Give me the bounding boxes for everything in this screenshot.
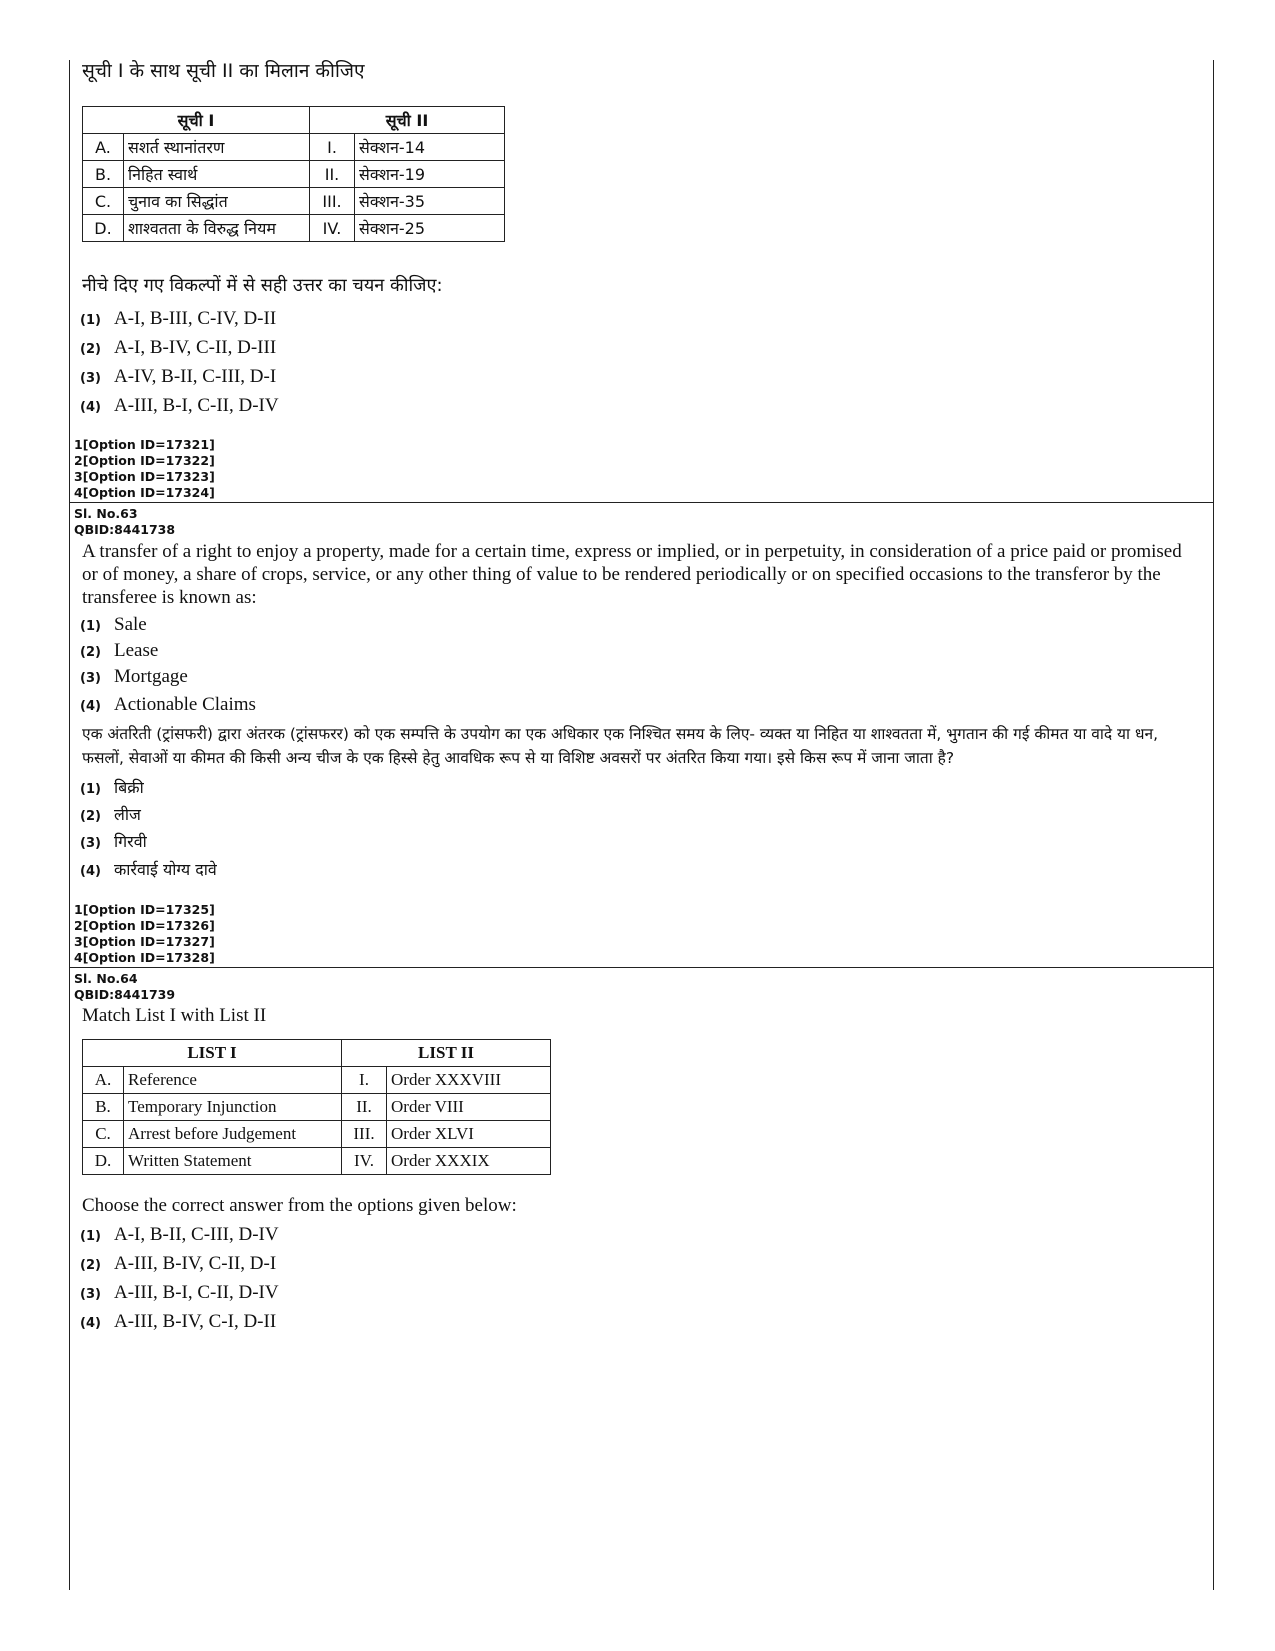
q62-option-2[interactable]: (2) A-I, B-IV, C-II, D-III	[80, 337, 277, 358]
list2-item: सेक्शन-25	[355, 215, 505, 242]
table-row	[83, 215, 505, 242]
q63-option-hi-3[interactable]: (3) गिरवी	[80, 832, 147, 851]
q64-option-1[interactable]: (1) A-I, B-II, C-III, D-IV	[80, 1224, 279, 1245]
row-letter: D.	[83, 215, 124, 242]
row-roman: II.	[310, 161, 355, 188]
q64-prompt: Choose the correct answer from the options given below:	[82, 1195, 517, 1216]
table-row	[83, 161, 505, 188]
row-letter: A.	[83, 1067, 124, 1094]
list2-item: सेक्शन-35	[355, 188, 505, 215]
list2-header: सूची II	[310, 107, 505, 134]
q62-match-table	[82, 106, 505, 242]
list2-item: सेक्शन-14	[355, 134, 505, 161]
row-letter: B.	[83, 161, 124, 188]
q62-stem: सूची I के साथ सूची II का मिलान कीजिए	[82, 60, 365, 82]
list1-item: Arrest before Judgement	[124, 1121, 342, 1148]
table-row	[83, 1148, 551, 1175]
list1-item: Written Statement	[124, 1148, 342, 1175]
list2-item: Order XXXIX	[387, 1148, 551, 1175]
table-row	[83, 1121, 551, 1148]
row-roman: I.	[310, 134, 355, 161]
q64-qbid: QBID:8441739	[74, 987, 176, 1002]
q63-stem-hi: एक अंतरिती (ट्रांसफरी) द्वारा अंतरक (ट्रांसफरर) को एक सम्पत्ति के उपयोग का एक अधिकार एक निश्चित समय के लिए- व्यक्त या निहित या शाश्वतता में, भुगतान की गई कीमत या वादे या धन, फसलों, सेवाओं या कीमत की किसी अन्य चीज के एक हिस्से हेतु आवधिक रूप से या विशिष्ट अवसरों पर अंतरित किया गया। इसे किस रूप में जाना जाता है?	[82, 725, 1159, 767]
row-letter: D.	[83, 1148, 124, 1175]
row-roman: IV.	[342, 1148, 387, 1175]
list2-header: LIST II	[342, 1040, 551, 1067]
q63-qbid: QBID:8441738	[74, 522, 176, 537]
list1-item: Temporary Injunction	[124, 1094, 342, 1121]
row-letter: C.	[83, 1121, 124, 1148]
list1-header: सूची I	[83, 107, 310, 134]
list2-item: Order XXXVIII	[387, 1067, 551, 1094]
q63-option-en-1[interactable]: (1) Sale	[80, 614, 147, 635]
question-divider	[70, 967, 1213, 968]
row-roman: III.	[342, 1121, 387, 1148]
table-header-row	[83, 1040, 551, 1067]
list2-item: Order VIII	[387, 1094, 551, 1121]
list1-header: LIST I	[83, 1040, 342, 1067]
q64-slno: Sl. No.64	[74, 971, 138, 986]
q62-option-4[interactable]: (4) A-III, B-I, C-II, D-IV	[80, 395, 279, 416]
row-roman: IV.	[310, 215, 355, 242]
table-row	[83, 188, 505, 215]
question-paper-frame	[69, 60, 1214, 1590]
q63-option-ids: 1[Option ID=17325] 2[Option ID=17326] 3[Option ID=17327] 4[Option ID=17328]	[74, 902, 215, 965]
list2-item: Order XLVI	[387, 1121, 551, 1148]
table-row	[83, 1094, 551, 1121]
row-letter: A.	[83, 134, 124, 161]
q63-option-hi-1[interactable]: (1) बिक्री	[80, 778, 144, 797]
list2-item: सेक्शन-19	[355, 161, 505, 188]
table-header-row	[83, 107, 505, 134]
table-row	[83, 134, 505, 161]
q63-option-hi-4[interactable]: (4) कार्रवाई योग्य दावे	[80, 860, 217, 879]
list1-item: निहित स्वार्थ	[124, 161, 310, 188]
row-roman: I.	[342, 1067, 387, 1094]
q64-stem: Match List I with List II	[82, 1005, 267, 1026]
q63-stem-en: A transfer of a right to enjoy a property, made for a certain time, express or implied, or in perpetuity, in consideration of a price paid or promised or of money, a share of crops, service, or any other thing of value to be rendered periodically or on specified occasions to the transferor by the transferee is known as:	[82, 541, 1182, 608]
q64-header	[74, 971, 175, 1003]
q64-option-2[interactable]: (2) A-III, B-IV, C-II, D-I	[80, 1253, 277, 1274]
list1-item: Reference	[124, 1067, 342, 1094]
q64-option-3[interactable]: (3) A-III, B-I, C-II, D-IV	[80, 1282, 279, 1303]
q63-slno: Sl. No.63	[74, 506, 138, 521]
q63-option-en-2[interactable]: (2) Lease	[80, 640, 159, 661]
q64-match-table	[82, 1039, 551, 1175]
q63-option-en-3[interactable]: (3) Mortgage	[80, 666, 188, 687]
row-roman: II.	[342, 1094, 387, 1121]
list1-item: सशर्त स्थानांतरण	[124, 134, 310, 161]
list1-item: चुनाव का सिद्धांत	[124, 188, 310, 215]
table-row	[83, 1067, 551, 1094]
q62-option-1[interactable]: (1) A-I, B-III, C-IV, D-II	[80, 308, 277, 329]
row-letter: B.	[83, 1094, 124, 1121]
row-roman: III.	[310, 188, 355, 215]
q62-option-ids: 1[Option ID=17321] 2[Option ID=17322] 3[Option ID=17323] 4[Option ID=17324]	[74, 437, 215, 500]
q63-option-hi-2[interactable]: (2) लीज	[80, 805, 141, 824]
q63-option-en-4[interactable]: (4) Actionable Claims	[80, 694, 256, 715]
q64-option-4[interactable]: (4) A-III, B-IV, C-I, D-II	[80, 1311, 277, 1332]
row-letter: C.	[83, 188, 124, 215]
q62-prompt: नीचे दिए गए विकल्पों में से सही उत्तर का चयन कीजिए:	[82, 275, 443, 296]
q62-option-3[interactable]: (3) A-IV, B-II, C-III, D-I	[80, 366, 277, 387]
question-divider	[70, 502, 1213, 503]
list1-item: शाश्वतता के विरुद्ध नियम	[124, 215, 310, 242]
q63-header	[74, 506, 175, 538]
